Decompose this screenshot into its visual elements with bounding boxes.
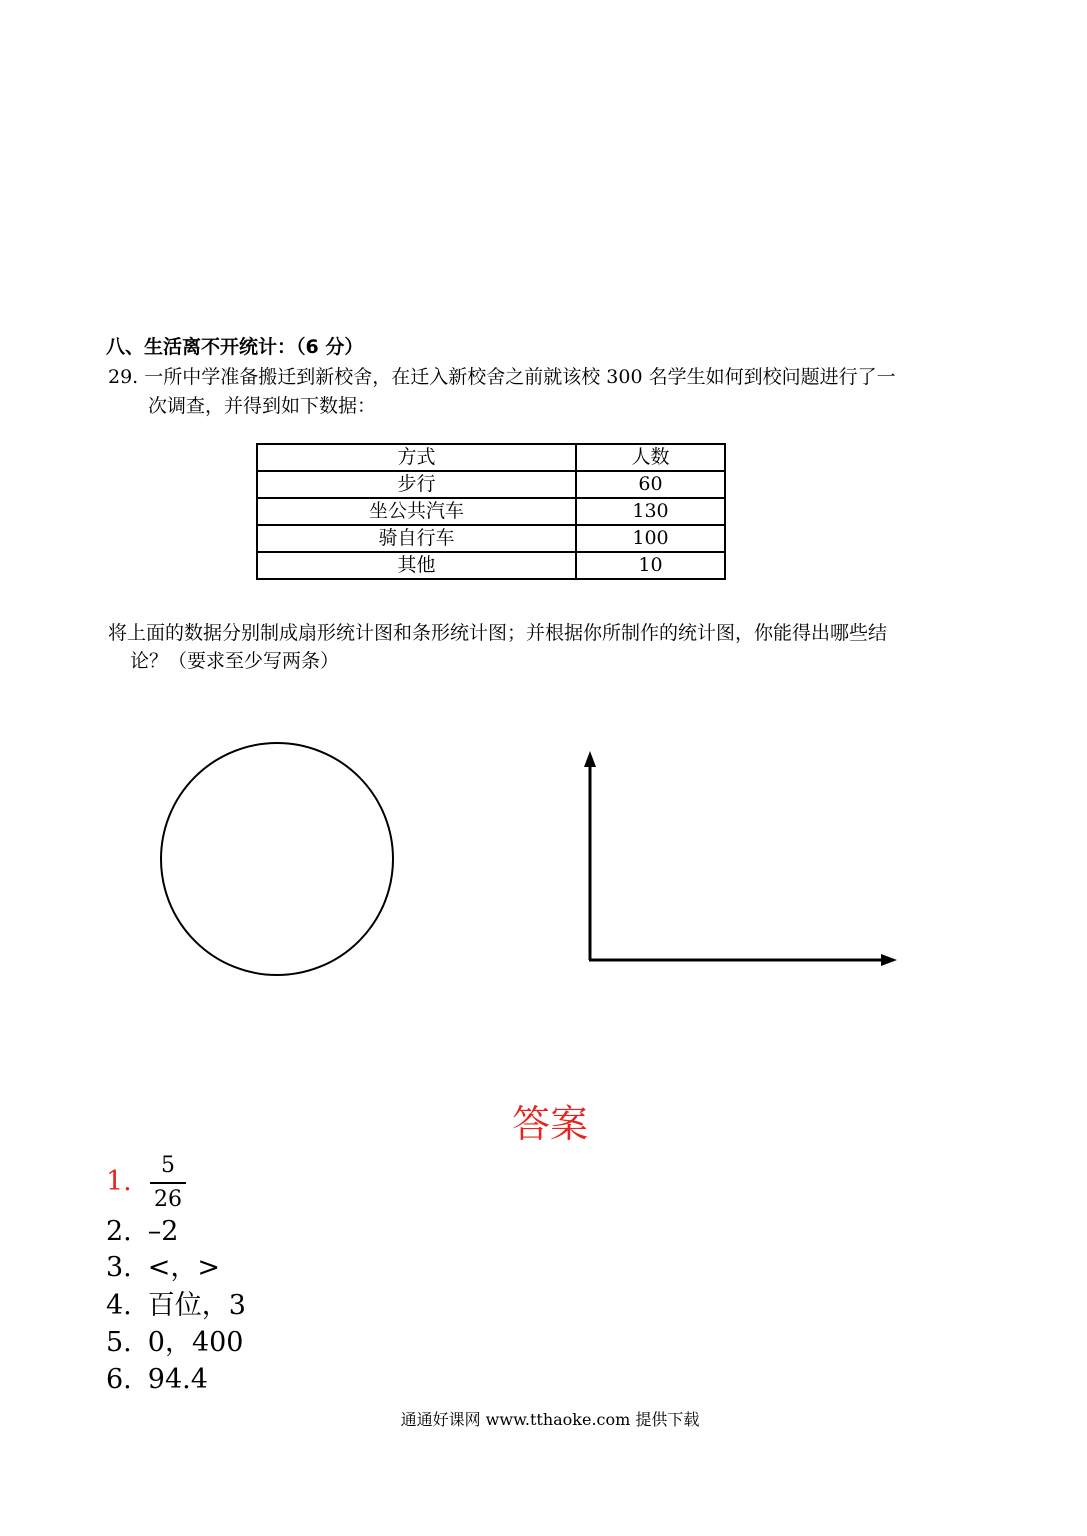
table-row	[257, 552, 725, 579]
answer-number: 5.	[106, 1327, 132, 1358]
answer-3	[106, 1251, 220, 1285]
table-cell-count: 100	[576, 525, 725, 552]
x-axis-arrow-icon	[881, 954, 897, 966]
answer-number: 2.	[106, 1216, 132, 1247]
table-row	[257, 498, 725, 525]
answer-text: 百位，3	[147, 1290, 246, 1321]
answer-number: 6.	[106, 1364, 132, 1395]
table-cell-method: 骑自行车	[257, 525, 576, 552]
page-footer: 通通好课网 www.tthaoke.com 提供下载	[400, 1410, 700, 1429]
table-cell-method: 步行	[257, 471, 576, 498]
answer-2	[106, 1215, 178, 1249]
table-row	[257, 471, 725, 498]
answer-title: 答案	[511, 1102, 588, 1146]
answer-1-fraction	[150, 1153, 186, 1213]
section-heading: 八、生活离不开统计：（6 分）	[106, 336, 364, 358]
table-header-row	[257, 444, 725, 471]
table-cell-method: 坐公共汽车	[257, 498, 576, 525]
fraction-denominator: 26	[154, 1187, 182, 1212]
question-line-1: 29. 一所中学准备搬迁到新校舍，在迁入新校舍之前就该校 300 名学生如何到校问题进行了一	[108, 366, 896, 388]
y-axis-arrow-icon	[584, 751, 596, 767]
answer-number: 4.	[106, 1290, 132, 1321]
answer-5	[106, 1326, 243, 1360]
table-cell-count: 10	[576, 552, 725, 579]
instruction-line-1: 将上面的数据分别制成扇形统计图和条形统计图；并根据你所制作的统计图，你能得出哪些结	[108, 622, 888, 644]
answer-text: 0，400	[147, 1327, 244, 1358]
answer-6	[106, 1363, 208, 1397]
question-line-2: 次调查，并得到如下数据：	[148, 395, 377, 417]
table-header-count: 人数	[576, 444, 725, 471]
bar-chart-blank-axes	[575, 745, 905, 970]
pie-chart-blank-circle	[160, 742, 394, 976]
answer-4	[106, 1289, 246, 1323]
answer-1-number: 1.	[106, 1166, 132, 1197]
answer-text: –2	[147, 1216, 179, 1247]
table-cell-count: 60	[576, 471, 725, 498]
instruction-line-2: 论？（要求至少写两条）	[130, 650, 340, 672]
fraction-numerator: 5	[161, 1153, 175, 1178]
answer-text: 94.4	[147, 1364, 208, 1395]
table-cell-method: 其他	[257, 552, 576, 579]
table-cell-count: 130	[576, 498, 725, 525]
answer-number: 3.	[106, 1252, 132, 1283]
fraction-bar	[150, 1182, 186, 1184]
data-table	[256, 443, 726, 580]
answer-text: <，>	[147, 1252, 221, 1283]
table-header-method: 方式	[257, 444, 576, 471]
table-row	[257, 525, 725, 552]
